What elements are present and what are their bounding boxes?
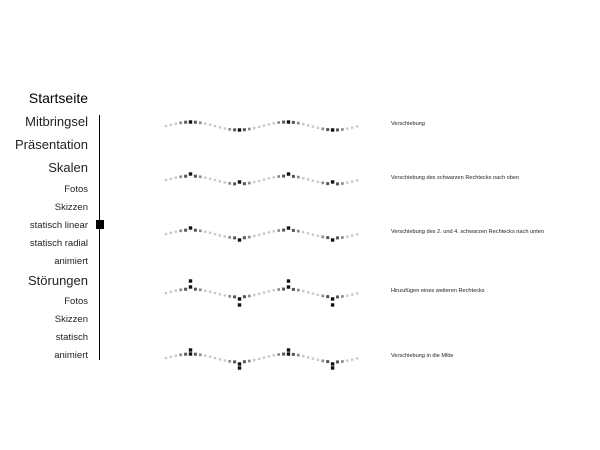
variant-caption-4: Hinzufügen eines weiteren Rechtecks (391, 288, 485, 294)
pattern-square (351, 180, 353, 182)
pattern-square (165, 292, 167, 294)
pattern-square (287, 352, 290, 355)
variant-caption-5: Verschiebung in die Mitte (391, 353, 454, 359)
pattern-square (282, 353, 285, 356)
pattern-square (336, 236, 339, 239)
pattern-square (219, 126, 221, 128)
pattern-square (282, 229, 285, 232)
pattern-square (228, 182, 231, 185)
pattern-square (321, 182, 324, 185)
pattern-square (341, 236, 344, 239)
pattern-square (297, 289, 300, 292)
pattern-square (302, 177, 304, 179)
nav-item-stoerungen[interactable]: Störungen (28, 273, 88, 288)
pattern-square (336, 360, 339, 363)
pattern-square (302, 355, 304, 357)
nav-item-stoerungen-skizzen[interactable]: Skizzen (54, 314, 88, 325)
pattern-square (194, 229, 197, 232)
pattern-square (356, 233, 358, 235)
pattern-square (204, 355, 206, 357)
pattern-square (199, 121, 202, 124)
pattern-square (228, 360, 231, 363)
pattern-square (307, 291, 309, 293)
nav-item-statisch-radial[interactable]: statisch radial (29, 238, 88, 249)
pattern-square (233, 236, 236, 239)
pattern-square (194, 353, 197, 356)
pattern-square (292, 121, 295, 124)
pattern-square (189, 226, 192, 229)
pattern-square (199, 229, 202, 232)
pattern-square (194, 121, 197, 124)
pattern-square (312, 292, 314, 294)
pattern-square (321, 236, 324, 239)
pattern-square (312, 233, 314, 235)
pattern-square (170, 291, 172, 293)
pattern-square (263, 356, 265, 358)
pattern-square (317, 181, 319, 183)
pattern-square (326, 236, 329, 239)
nav-item-stoerungen-animiert[interactable]: animiert (54, 350, 88, 361)
pattern-extra-square (189, 348, 192, 351)
pattern-square (336, 182, 339, 185)
pattern-square (282, 121, 285, 124)
pattern-square (189, 172, 192, 175)
pattern-square (307, 124, 309, 126)
pattern-square (204, 177, 206, 179)
variant-row-5 (160, 340, 590, 380)
pattern-square (268, 231, 270, 233)
pattern-square (297, 230, 300, 233)
pattern-square (209, 124, 211, 126)
variant-row-2 (160, 162, 590, 202)
pattern-square (170, 356, 172, 358)
pattern-square (282, 288, 285, 291)
pattern-square (238, 297, 241, 300)
pattern-square (233, 128, 236, 131)
nav-home-link[interactable]: Startseite (28, 90, 88, 106)
pattern-square (263, 291, 265, 293)
pattern-square (194, 288, 197, 291)
pattern-square (346, 127, 348, 129)
pattern-square (214, 233, 216, 235)
pattern-square (346, 294, 348, 296)
pattern-square (268, 355, 270, 357)
pattern-square (326, 182, 329, 185)
pattern-square (321, 128, 324, 131)
wave-pattern-5 (160, 340, 360, 380)
pattern-square (233, 295, 236, 298)
pattern-square (248, 128, 251, 131)
pattern-square (209, 232, 211, 234)
pattern-square (243, 128, 246, 131)
nav-item-praesentation[interactable]: Präsentation (15, 137, 88, 152)
pattern-square (199, 288, 202, 291)
pattern-square (209, 178, 211, 180)
pattern-square (321, 295, 324, 298)
pattern-square (331, 128, 334, 131)
pattern-square (341, 295, 344, 298)
pattern-square (189, 352, 192, 355)
pattern-square (302, 231, 304, 233)
pattern-square (356, 292, 358, 294)
pattern-square (175, 290, 177, 292)
pattern-square (317, 235, 319, 237)
pattern-square (336, 295, 339, 298)
pattern-square (268, 290, 270, 292)
pattern-square (356, 125, 358, 127)
variant-caption-3: Verschiebung des 2. und 4. schwarzen Rechtecks nach unten (391, 229, 544, 235)
pattern-square (228, 128, 231, 131)
pattern-square (214, 292, 216, 294)
pattern-square (175, 231, 177, 233)
pattern-square (326, 295, 329, 298)
pattern-square (263, 232, 265, 234)
wave-pattern-3 (160, 216, 360, 256)
pattern-square (199, 353, 202, 356)
pattern-square (326, 128, 329, 131)
pattern-square (219, 234, 221, 236)
pattern-square (189, 120, 192, 123)
pattern-square (312, 125, 314, 127)
pattern-square (302, 290, 304, 292)
pattern-square (277, 175, 280, 178)
pattern-extra-square (238, 303, 241, 306)
nav-item-skalen-fotos[interactable]: Fotos (64, 184, 88, 195)
nav-timeline-line (99, 115, 100, 360)
nav-item-mitbringsel[interactable]: Mitbringsel (25, 114, 88, 129)
nav-active-marker (96, 220, 104, 229)
pattern-square (263, 178, 265, 180)
pattern-extra-square (331, 303, 334, 306)
pattern-square (292, 175, 295, 178)
pattern-square (341, 128, 344, 131)
pattern-square (243, 295, 246, 298)
pattern-square (184, 229, 187, 232)
pattern-square (253, 235, 255, 237)
pattern-square (263, 124, 265, 126)
pattern-square (336, 128, 339, 131)
pattern-square (175, 355, 177, 357)
pattern-square (258, 126, 260, 128)
pattern-square (228, 236, 231, 239)
pattern-square (248, 182, 251, 185)
pattern-square (175, 177, 177, 179)
pattern-square (179, 288, 182, 291)
pattern-square (170, 124, 172, 126)
pattern-square (287, 120, 290, 123)
pattern-square (351, 234, 353, 236)
pattern-square (253, 181, 255, 183)
pattern-square (351, 126, 353, 128)
pattern-square (341, 360, 344, 363)
pattern-square (224, 235, 226, 237)
pattern-square (346, 235, 348, 237)
pattern-square (277, 288, 280, 291)
pattern-square (238, 362, 241, 365)
pattern-square (273, 176, 275, 178)
pattern-square (277, 229, 280, 232)
pattern-square (287, 226, 290, 229)
pattern-square (331, 297, 334, 300)
pattern-square (214, 179, 216, 181)
wave-pattern-4 (160, 275, 360, 315)
pattern-square (165, 125, 167, 127)
variant-row-3 (160, 216, 590, 256)
pattern-square (253, 359, 255, 361)
pattern-square (209, 291, 211, 293)
pattern-square (331, 180, 334, 183)
pattern-square (273, 354, 275, 356)
pattern-square (194, 175, 197, 178)
pattern-square (282, 175, 285, 178)
pattern-square (228, 295, 231, 298)
pattern-square (258, 358, 260, 360)
pattern-square (258, 234, 260, 236)
pattern-square (312, 179, 314, 181)
pattern-square (179, 175, 182, 178)
pattern-square (258, 180, 260, 182)
pattern-extra-square (287, 348, 290, 351)
pattern-extra-square (238, 366, 241, 369)
sidebar-navigation (0, 0, 110, 450)
pattern-square (175, 123, 177, 125)
pattern-square (199, 175, 202, 178)
pattern-square (248, 295, 251, 298)
pattern-square (287, 285, 290, 288)
pattern-square (341, 182, 344, 185)
pattern-square (233, 360, 236, 363)
pattern-extra-square (189, 279, 192, 282)
pattern-square (297, 176, 300, 179)
pattern-square (204, 231, 206, 233)
pattern-square (287, 172, 290, 175)
pattern-square (321, 360, 324, 363)
pattern-square (243, 236, 246, 239)
pattern-square (307, 356, 309, 358)
pattern-square (243, 182, 246, 185)
variant-caption-1: Verschiebung (391, 121, 425, 127)
pattern-square (292, 229, 295, 232)
pattern-square (356, 357, 358, 359)
pattern-square (346, 181, 348, 183)
nav-item-skalen-skizzen[interactable]: Skizzen (54, 202, 88, 213)
pattern-square (170, 232, 172, 234)
pattern-square (224, 359, 226, 361)
pattern-square (243, 360, 246, 363)
pattern-square (170, 178, 172, 180)
pattern-square (204, 123, 206, 125)
pattern-square (248, 360, 251, 363)
pattern-square (331, 362, 334, 365)
variant-row-4 (160, 275, 590, 315)
pattern-square (273, 122, 275, 124)
pattern-square (292, 353, 295, 356)
variant-caption-2: Verschiebung des schwarzen Rechtecks nach oben (391, 175, 520, 181)
nav-item-stoerungen-statisch[interactable]: statisch (55, 332, 88, 343)
pattern-square (351, 358, 353, 360)
wave-pattern-2 (160, 162, 360, 202)
pattern-square (184, 175, 187, 178)
pattern-square (268, 123, 270, 125)
pattern-square (219, 358, 221, 360)
pattern-square (351, 293, 353, 295)
pattern-square (214, 125, 216, 127)
nav-item-stoerungen-fotos[interactable]: Fotos (64, 296, 88, 307)
pattern-square (292, 288, 295, 291)
wave-pattern-1 (160, 108, 360, 148)
pattern-square (214, 357, 216, 359)
pattern-square (317, 359, 319, 361)
pattern-square (317, 294, 319, 296)
nav-item-statisch-linear[interactable]: statisch linear (29, 220, 88, 231)
variants-panel (160, 100, 590, 380)
pattern-square (346, 359, 348, 361)
pattern-square (189, 285, 192, 288)
pattern-square (224, 127, 226, 129)
pattern-square (302, 123, 304, 125)
nav-item-skalen-animiert[interactable]: animiert (54, 256, 88, 267)
pattern-square (224, 181, 226, 183)
nav-item-skalen[interactable]: Skalen (48, 160, 88, 175)
pattern-extra-square (287, 279, 290, 282)
pattern-extra-square (331, 366, 334, 369)
pattern-square (179, 229, 182, 232)
pattern-square (184, 288, 187, 291)
pattern-square (297, 354, 300, 357)
pattern-square (356, 179, 358, 181)
pattern-square (253, 294, 255, 296)
pattern-square (165, 179, 167, 181)
pattern-square (219, 293, 221, 295)
pattern-square (307, 232, 309, 234)
pattern-square (238, 180, 241, 183)
pattern-square (184, 353, 187, 356)
pattern-square (258, 293, 260, 295)
pattern-square (268, 177, 270, 179)
pattern-square (317, 127, 319, 129)
pattern-square (224, 294, 226, 296)
pattern-square (307, 178, 309, 180)
pattern-square (179, 121, 182, 124)
pattern-square (204, 290, 206, 292)
pattern-square (184, 121, 187, 124)
pattern-square (277, 121, 280, 124)
pattern-square (165, 357, 167, 359)
pattern-square (209, 356, 211, 358)
pattern-square (248, 236, 251, 239)
pattern-square (297, 122, 300, 125)
pattern-square (273, 289, 275, 291)
pattern-square (326, 360, 329, 363)
pattern-square (238, 128, 241, 131)
pattern-square (165, 233, 167, 235)
pattern-square (238, 238, 241, 241)
pattern-square (273, 230, 275, 232)
pattern-square (179, 353, 182, 356)
pattern-square (233, 182, 236, 185)
pattern-square (312, 357, 314, 359)
pattern-square (219, 180, 221, 182)
pattern-square (277, 353, 280, 356)
pattern-square (331, 238, 334, 241)
variant-row-1 (160, 108, 590, 148)
pattern-square (253, 127, 255, 129)
